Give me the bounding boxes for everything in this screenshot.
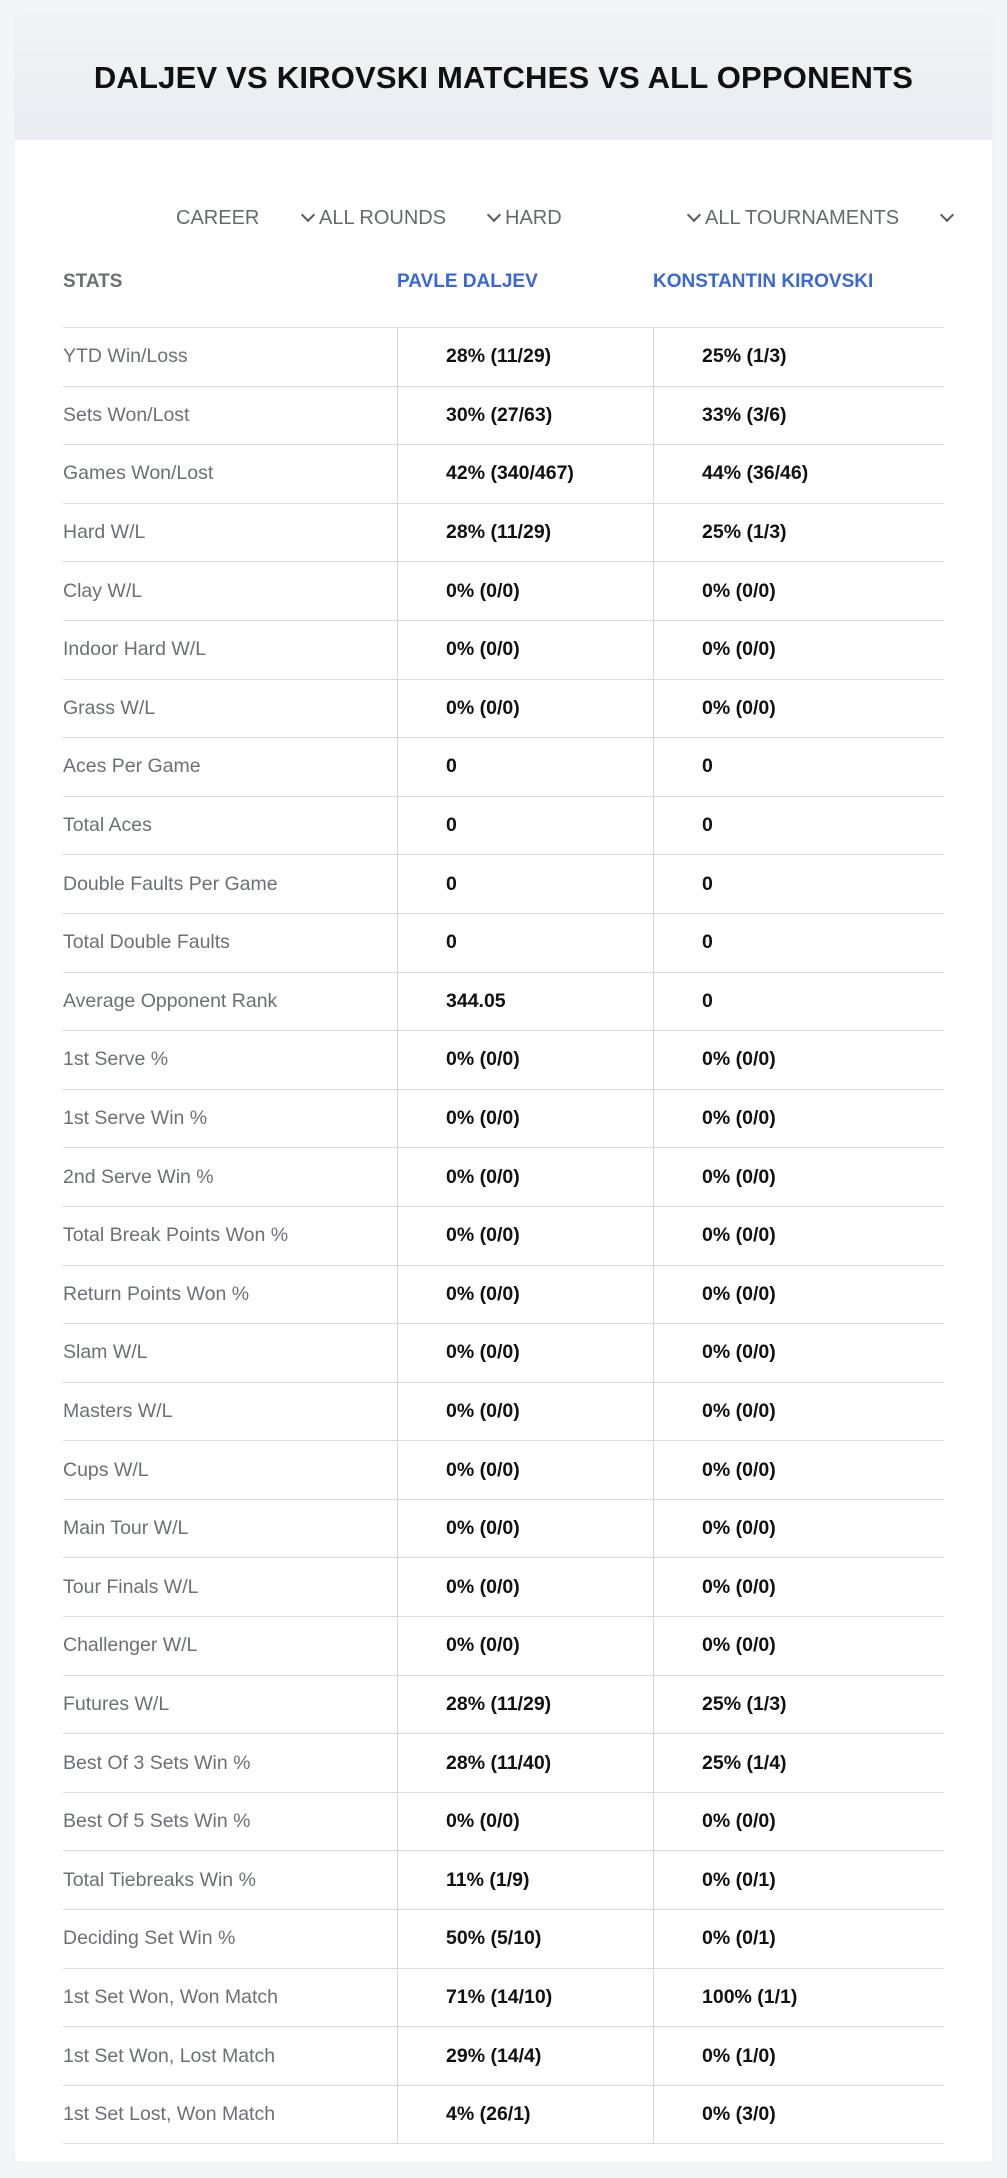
player2-stat-value: 0% (0/0) (653, 1031, 944, 1089)
stat-label: Total Tiebreaks Win % (63, 1868, 256, 1891)
stat-label: Hard W/L (63, 521, 146, 544)
player1-stat-value: 28% (11/40) (397, 1734, 653, 1792)
player1-stat-value: 4% (26/1) (397, 2086, 653, 2144)
table-row (63, 328, 944, 387)
player2-stat-value: 0% (0/0) (653, 1090, 944, 1148)
stat-label: Total Break Points Won % (63, 1224, 289, 1247)
player1-stat-value: 28% (11/29) (397, 328, 653, 386)
player1-stat-value: 42% (340/467) (397, 445, 653, 503)
player2-stat-value: 0% (3/0) (653, 2086, 944, 2144)
table-row (63, 387, 944, 446)
table-row (63, 1969, 944, 2028)
stat-label: 1st Set Lost, Won Match (63, 2103, 276, 2126)
stat-label: 2nd Serve Win % (63, 1165, 214, 1188)
stat-label: Challenger W/L (63, 1634, 198, 1657)
table-row (63, 1558, 944, 1617)
stat-label: Indoor Hard W/L (63, 638, 207, 661)
chevron-down-icon (687, 208, 701, 222)
player1-stat-value: 0 (397, 797, 653, 855)
player2-stat-value: 0% (0/0) (653, 1148, 944, 1206)
stat-label: Cups W/L (63, 1458, 149, 1481)
table-row (63, 1207, 944, 1266)
stat-label: 1st Serve Win % (63, 1107, 208, 1130)
player2-stat-value: 0% (0/0) (653, 1500, 944, 1558)
player2-stat-value: 0% (0/0) (653, 621, 944, 679)
stat-label: Total Aces (63, 814, 152, 837)
player2-stat-value: 25% (1/3) (653, 328, 944, 386)
player2-stat-value: 0% (0/0) (653, 1617, 944, 1675)
stat-label: Average Opponent Rank (63, 989, 278, 1012)
table-row (63, 2027, 944, 2086)
player1-stat-value: 0% (0/0) (397, 1617, 653, 1675)
round-select-value: ALL ROUNDS (319, 206, 447, 229)
stat-label: Deciding Set Win % (63, 1927, 236, 1950)
player1-stat-value: 0% (0/0) (397, 1441, 653, 1499)
chevron-down-icon (301, 208, 315, 222)
table-row (63, 973, 944, 1032)
player2-stat-value: 100% (1/1) (653, 1969, 944, 2027)
table-row (63, 445, 944, 504)
player2-stat-value: 0% (0/0) (653, 1558, 944, 1616)
stat-label: Clay W/L (63, 579, 143, 602)
stat-label: Masters W/L (63, 1399, 173, 1422)
player2-stat-value: 0% (0/1) (653, 1851, 944, 1909)
column-header-stats: STATS (63, 271, 123, 292)
table-row (63, 1617, 944, 1676)
player2-stat-value: 0 (653, 973, 944, 1031)
stat-label: Slam W/L (63, 1341, 148, 1364)
stat-label: Tour Finals W/L (63, 1575, 199, 1598)
stat-label: 1st Serve % (63, 1048, 169, 1071)
chevron-down-icon (940, 208, 954, 222)
stat-label: Return Points Won % (63, 1282, 250, 1305)
player1-stat-value: 0% (0/0) (397, 1148, 653, 1206)
table-row (63, 1324, 944, 1383)
table-row (63, 1500, 944, 1559)
player1-stat-value: 0 (397, 914, 653, 972)
player1-stat-value: 0% (0/0) (397, 1558, 653, 1616)
table-row (63, 504, 944, 563)
player2-stat-value: 33% (3/6) (653, 387, 944, 445)
table-row (63, 1031, 944, 1090)
surface-select[interactable] (505, 188, 699, 248)
player1-stat-value: 0% (0/0) (397, 1207, 653, 1265)
table-body (63, 328, 944, 2144)
player1-stat-value: 0% (0/0) (397, 1500, 653, 1558)
player1-link[interactable]: PAVLE DALJEV (397, 271, 538, 292)
stat-label: Best Of 3 Sets Win % (63, 1751, 251, 1774)
page-title: DALJEV VS KIROVSKI MATCHES VS ALL OPPONENTS (93, 59, 914, 95)
player1-stat-value: 0% (0/0) (397, 1090, 653, 1148)
stat-label: Main Tour W/L (63, 1517, 189, 1540)
player1-stat-value: 71% (14/10) (397, 1969, 653, 2027)
player2-stat-value: 0% (0/0) (653, 1266, 944, 1324)
player2-stat-value: 0 (653, 855, 944, 913)
player2-stat-value: 0% (0/0) (653, 1793, 944, 1851)
player1-stat-value: 0% (0/0) (397, 1031, 653, 1089)
table-row (63, 2086, 944, 2145)
player1-stat-value: 28% (11/29) (397, 1676, 653, 1734)
stat-label: Grass W/L (63, 696, 156, 719)
period-select[interactable] (176, 188, 313, 248)
table-row (63, 738, 944, 797)
player2-stat-value: 0 (653, 738, 944, 796)
player2-stat-value: 25% (1/3) (653, 1676, 944, 1734)
table-row (63, 1734, 944, 1793)
tournament-select[interactable] (705, 188, 952, 248)
table-row (63, 621, 944, 680)
player2-stat-value: 0 (653, 797, 944, 855)
player1-stat-value: 0% (0/0) (397, 562, 653, 620)
player2-stat-value: 0% (0/0) (653, 562, 944, 620)
player1-stat-value: 0% (0/0) (397, 1793, 653, 1851)
player2-stat-value: 0 (653, 914, 944, 972)
table-row (63, 855, 944, 914)
player2-stat-value: 0% (0/0) (653, 1441, 944, 1499)
table-row (63, 1148, 944, 1207)
player1-stat-value: 0% (0/0) (397, 680, 653, 738)
table-row (63, 1383, 944, 1442)
stat-label: Total Double Faults (63, 931, 230, 954)
stat-label: 1st Set Won, Lost Match (63, 2044, 276, 2067)
filter-bar (15, 188, 992, 248)
player2-stat-value: 0% (0/0) (653, 680, 944, 738)
player2-stat-value: 0% (1/0) (653, 2027, 944, 2085)
table-header (63, 252, 944, 328)
player2-stat-value: 0% (0/0) (653, 1324, 944, 1382)
player1-stat-value: 0 (397, 738, 653, 796)
player1-stat-value: 50% (5/10) (397, 1910, 653, 1968)
table-row (63, 914, 944, 973)
table-row (63, 1910, 944, 1969)
player2-stat-value: 0% (0/0) (653, 1207, 944, 1265)
stat-label: Games Won/Lost (63, 462, 214, 485)
player1-stat-value: 28% (11/29) (397, 504, 653, 562)
stat-label: Aces Per Game (63, 755, 201, 778)
player1-stat-value: 11% (1/9) (397, 1851, 653, 1909)
stat-label: Futures W/L (63, 1692, 170, 1715)
stats-table (63, 252, 944, 2144)
stat-label: Double Faults Per Game (63, 872, 278, 895)
player1-stat-value: 0% (0/0) (397, 1266, 653, 1324)
stat-label: Sets Won/Lost (63, 403, 190, 426)
table-row (63, 797, 944, 856)
player2-stat-value: 0% (0/0) (653, 1383, 944, 1441)
surface-select-value: HARD (505, 206, 562, 229)
player1-stat-value: 0% (0/0) (397, 621, 653, 679)
player2-link[interactable]: KONSTANTIN KIROVSKI (653, 271, 874, 292)
player2-stat-value: 44% (36/46) (653, 445, 944, 503)
player1-stat-value: 0% (0/0) (397, 1383, 653, 1441)
table-row (63, 680, 944, 739)
player2-stat-value: 25% (1/4) (653, 1734, 944, 1792)
table-row (63, 1090, 944, 1149)
stats-card (15, 15, 992, 2162)
round-select[interactable] (319, 188, 499, 248)
player1-stat-value: 344.05 (397, 973, 653, 1031)
stat-label: Best Of 5 Sets Win % (63, 1810, 251, 1833)
player2-stat-value: 25% (1/3) (653, 504, 944, 562)
table-row (63, 1676, 944, 1735)
table-row (63, 1851, 944, 1910)
table-row (63, 1793, 944, 1852)
card-header (15, 15, 992, 140)
tournament-select-value: ALL TOURNAMENTS (705, 206, 900, 229)
stat-label: YTD Win/Loss (63, 345, 188, 368)
player1-stat-value: 0 (397, 855, 653, 913)
table-row (63, 1441, 944, 1500)
period-select-value: CAREER (176, 206, 260, 229)
player1-stat-value: 0% (0/0) (397, 1324, 653, 1382)
table-row (63, 1266, 944, 1325)
stat-label: 1st Set Won, Won Match (63, 1985, 278, 2008)
chevron-down-icon (487, 208, 501, 222)
player2-stat-value: 0% (0/1) (653, 1910, 944, 1968)
table-row (63, 562, 944, 621)
player1-stat-value: 30% (27/63) (397, 387, 653, 445)
player1-stat-value: 29% (14/4) (397, 2027, 653, 2085)
